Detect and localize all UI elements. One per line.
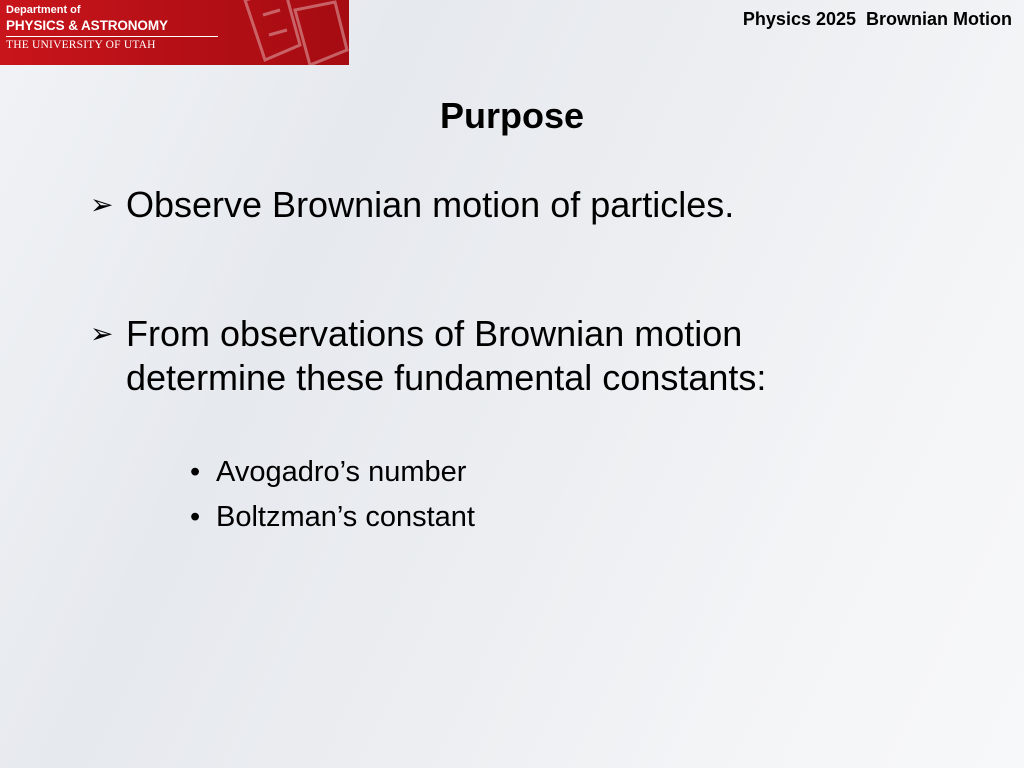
dot-bullet-icon: • [190,456,201,488]
sub-bullet-item [190,495,475,540]
logo-divider [6,36,218,37]
slide-title: Purpose [439,95,585,136]
course-header-title: Physics 2025 Brownian Motion [742,9,1012,29]
logo-department-text: Department of [6,4,81,16]
bullet-item [90,183,886,227]
bullet-item [90,312,886,400]
bullet-text: Observe Brownian motion of particles. [126,184,735,225]
sub-bullet-text: Avogadro’s number [216,456,467,488]
block-u-watermark-icon [225,0,349,65]
constants-sub-list [190,450,475,540]
logo-university-text: THE UNIVERSITY OF UTAH [6,39,156,51]
bullet-text: From observations of Brownian motion determine these fundamental constants: [126,313,767,398]
arrowhead-bullet-icon: ➢ [90,188,114,221]
arrowhead-bullet-icon: ➢ [90,317,114,350]
sub-bullet-text: Boltzman’s constant [216,501,475,533]
logo-physics-astronomy-text: PHYSICS & ASTRONOMY [6,18,168,33]
department-logo-banner [0,0,349,65]
dot-bullet-icon: • [190,501,201,533]
sub-bullet-item [190,450,475,495]
